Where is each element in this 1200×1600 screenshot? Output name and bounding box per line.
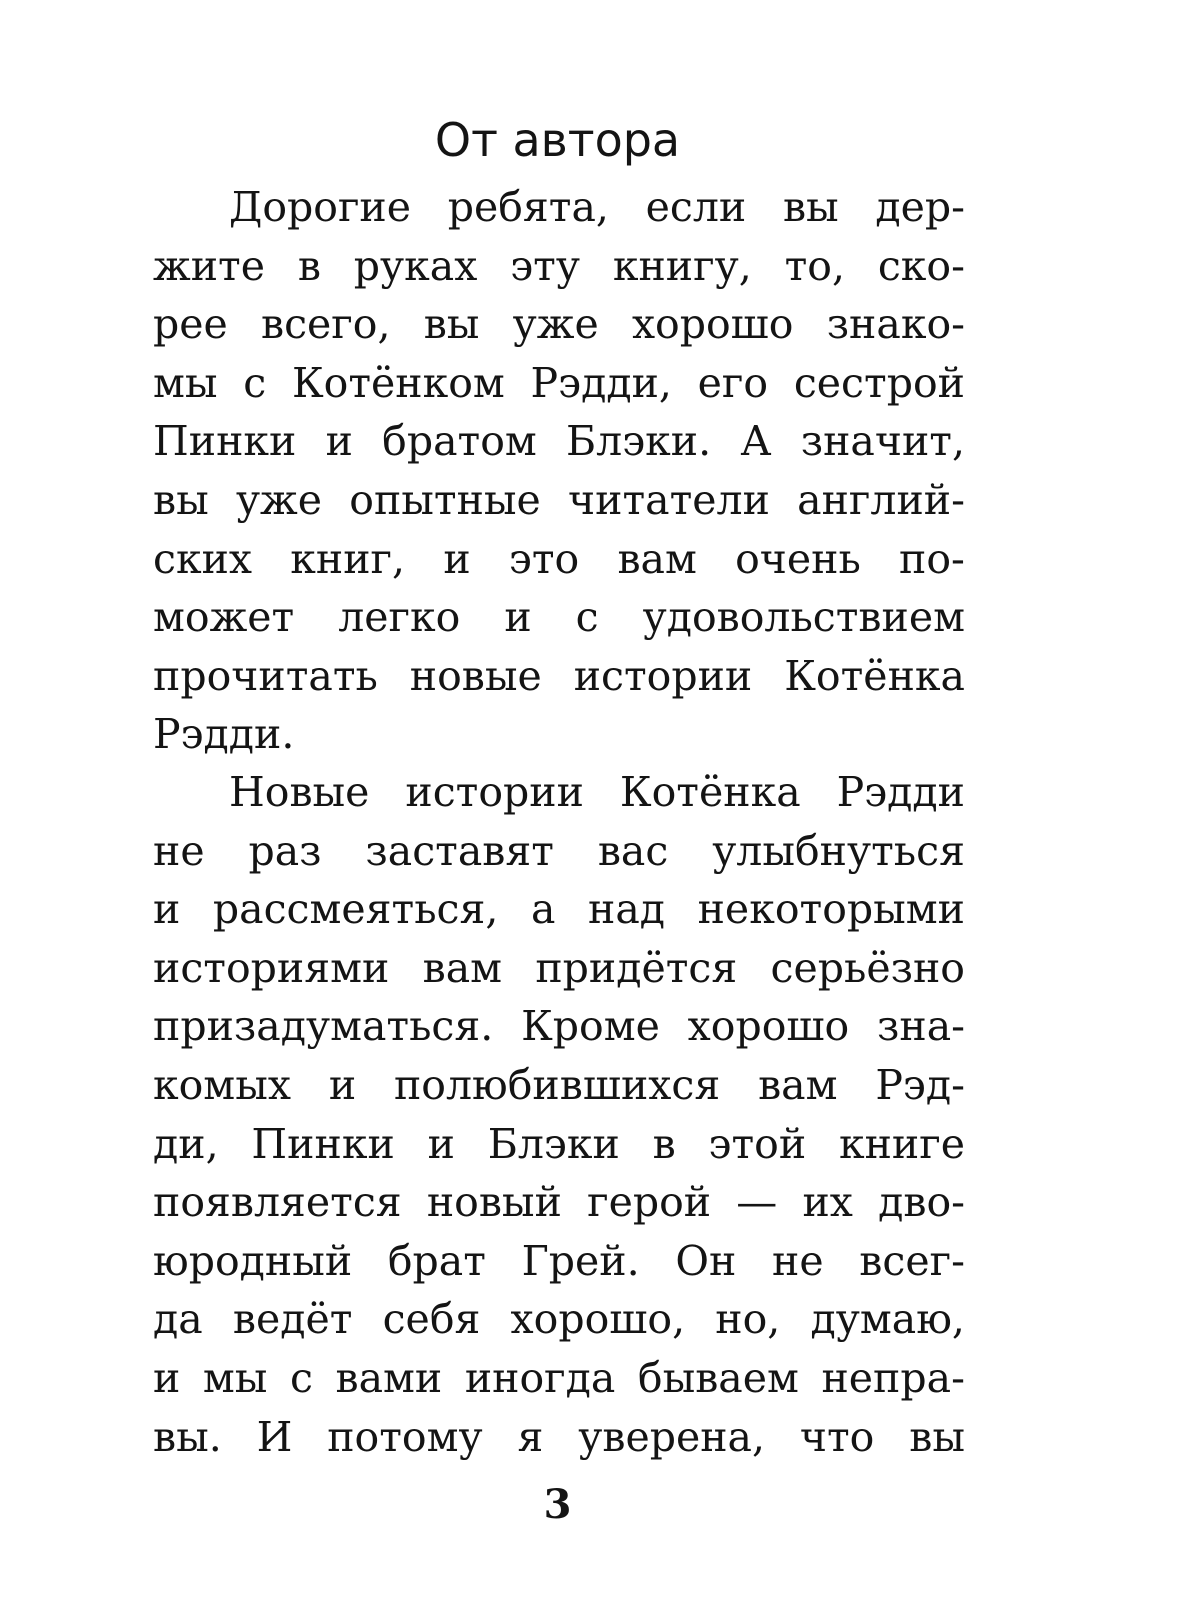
text-line (153, 530, 965, 589)
word: Котёнком (291, 358, 505, 407)
word: вы (423, 300, 480, 349)
word: опытные (349, 475, 541, 524)
text-line (153, 647, 965, 706)
word: с (289, 1353, 313, 1402)
word: вы. (153, 1412, 222, 1461)
word: и (153, 885, 181, 934)
word: я (517, 1412, 544, 1461)
word: Котёнка (619, 768, 801, 816)
word: некоторыми (697, 885, 965, 934)
word: иногда (464, 1353, 616, 1402)
word: вам (758, 1060, 838, 1109)
word: не (153, 826, 205, 875)
word: И (256, 1412, 293, 1461)
text-line (153, 588, 965, 647)
word: англий- (797, 475, 965, 524)
word: книгу, (612, 241, 752, 290)
text-line (153, 1232, 965, 1291)
word: герой (587, 1178, 712, 1227)
text-line (153, 295, 965, 354)
word: знако- (826, 300, 965, 349)
word: потому (327, 1412, 483, 1461)
word: ских (153, 534, 253, 583)
page-number: 3 (543, 1481, 572, 1528)
word: этой (708, 1119, 807, 1168)
word: может (153, 593, 295, 642)
word: новый (426, 1178, 562, 1227)
word: брат (387, 1236, 486, 1285)
word: читатели (568, 475, 770, 524)
word: удовольствием (642, 593, 965, 642)
word: полюбившихся (393, 1060, 721, 1109)
word: вы (153, 475, 209, 524)
word: и (443, 534, 471, 583)
word: рассмеяться, (212, 885, 499, 934)
word: историями (153, 943, 390, 992)
word: вас (597, 826, 669, 875)
word: сестрой (793, 358, 965, 407)
word: то, (784, 241, 845, 290)
text-line (153, 1056, 965, 1115)
word: вы (909, 1412, 965, 1461)
text-line (153, 412, 965, 471)
word: ди, (153, 1119, 219, 1168)
word: легко (338, 593, 461, 642)
word: Котёнка (784, 651, 965, 700)
word: над (588, 885, 666, 934)
word: руках (353, 241, 478, 290)
word: истории (405, 768, 584, 816)
word: Рэдди. (153, 710, 295, 759)
word: ребята, (447, 183, 609, 231)
word: вам (422, 943, 503, 992)
word: дер- (875, 183, 965, 231)
text-line (153, 763, 965, 822)
word: и (328, 1060, 357, 1109)
text-line (153, 354, 965, 413)
word: книге (838, 1119, 965, 1168)
word: ведёт (232, 1295, 353, 1344)
word: прочитать (153, 651, 378, 700)
word: истории (573, 651, 753, 700)
word: Новые (229, 768, 370, 816)
word: Пинки (251, 1119, 395, 1168)
word: дво- (878, 1178, 965, 1227)
word: зна- (877, 1002, 965, 1051)
word: уверена, (578, 1412, 766, 1461)
word: не (772, 1236, 824, 1285)
text-line (153, 1349, 965, 1408)
word: и (153, 1353, 181, 1402)
paragraph-1 (153, 178, 965, 764)
word: улыбнуться (712, 826, 965, 875)
word: с (575, 593, 599, 642)
word: раз (248, 826, 322, 875)
word: Грей. (521, 1236, 640, 1285)
word: уже (512, 300, 599, 349)
word: Блэки. (566, 417, 712, 466)
word: призадуматься. (153, 1002, 494, 1051)
word: заставят (365, 826, 554, 875)
word: Дорогие (229, 183, 412, 231)
word: братом (382, 417, 537, 466)
word: уже (235, 475, 323, 524)
word: в (652, 1119, 676, 1168)
paragraph-2 (153, 763, 965, 1466)
word: жите (153, 241, 265, 290)
word: но, (715, 1295, 781, 1344)
word: да (153, 1295, 203, 1344)
word: ско- (877, 241, 965, 290)
text-line (153, 880, 965, 939)
text-line (153, 1115, 965, 1174)
word: очень (735, 534, 861, 583)
word: себя (382, 1295, 481, 1344)
word: юродный (153, 1236, 353, 1285)
word: Рэдди (836, 768, 965, 816)
text-line (153, 705, 965, 764)
page-title: От автора (434, 113, 681, 167)
word: Он (675, 1236, 737, 1285)
word: мы (153, 358, 218, 407)
word: хорошо, (510, 1295, 686, 1344)
word: вам (617, 534, 697, 583)
text-line (153, 822, 965, 881)
word: их (802, 1178, 853, 1227)
word: Рэд- (875, 1060, 965, 1109)
word: мы (202, 1353, 268, 1402)
word: а (530, 885, 556, 934)
word: книг, (290, 534, 406, 583)
word: придётся (535, 943, 738, 992)
word: А (740, 417, 772, 466)
word: новые (409, 651, 542, 700)
word: непра- (821, 1353, 965, 1402)
word: Рэдди, (530, 358, 672, 407)
word: Пинки (153, 417, 297, 466)
text-line (153, 178, 965, 237)
word: думаю, (810, 1295, 965, 1344)
word: его (697, 358, 769, 407)
text-line (153, 1408, 965, 1467)
word: хорошо (631, 300, 794, 349)
word: вы (782, 183, 839, 231)
word: Кроме (521, 1002, 660, 1051)
word: если (645, 183, 747, 231)
word: рее (153, 300, 228, 349)
word: бываем (637, 1353, 799, 1402)
word: всего, (260, 300, 391, 349)
word: всег- (859, 1236, 965, 1285)
word: значит, (800, 417, 965, 466)
text-line (153, 997, 965, 1056)
word: появляется (153, 1178, 402, 1227)
word: эту (510, 241, 580, 290)
text-line (153, 1290, 965, 1349)
word: вами (335, 1353, 443, 1402)
word: что (799, 1412, 875, 1461)
word: и (325, 417, 353, 466)
word: серьёзно (770, 943, 965, 992)
word: в (297, 241, 321, 290)
word: с (243, 358, 267, 407)
word: — (736, 1178, 778, 1227)
word: и (504, 593, 532, 642)
word: комых (153, 1060, 291, 1109)
word: это (508, 534, 580, 583)
text-line (153, 237, 965, 296)
word: Блэки (487, 1119, 620, 1168)
text-line (153, 939, 965, 998)
word: и (427, 1119, 455, 1168)
text-line (153, 471, 965, 530)
text-line (153, 1173, 965, 1232)
word: хорошо (687, 1002, 850, 1051)
word: по- (899, 534, 965, 583)
